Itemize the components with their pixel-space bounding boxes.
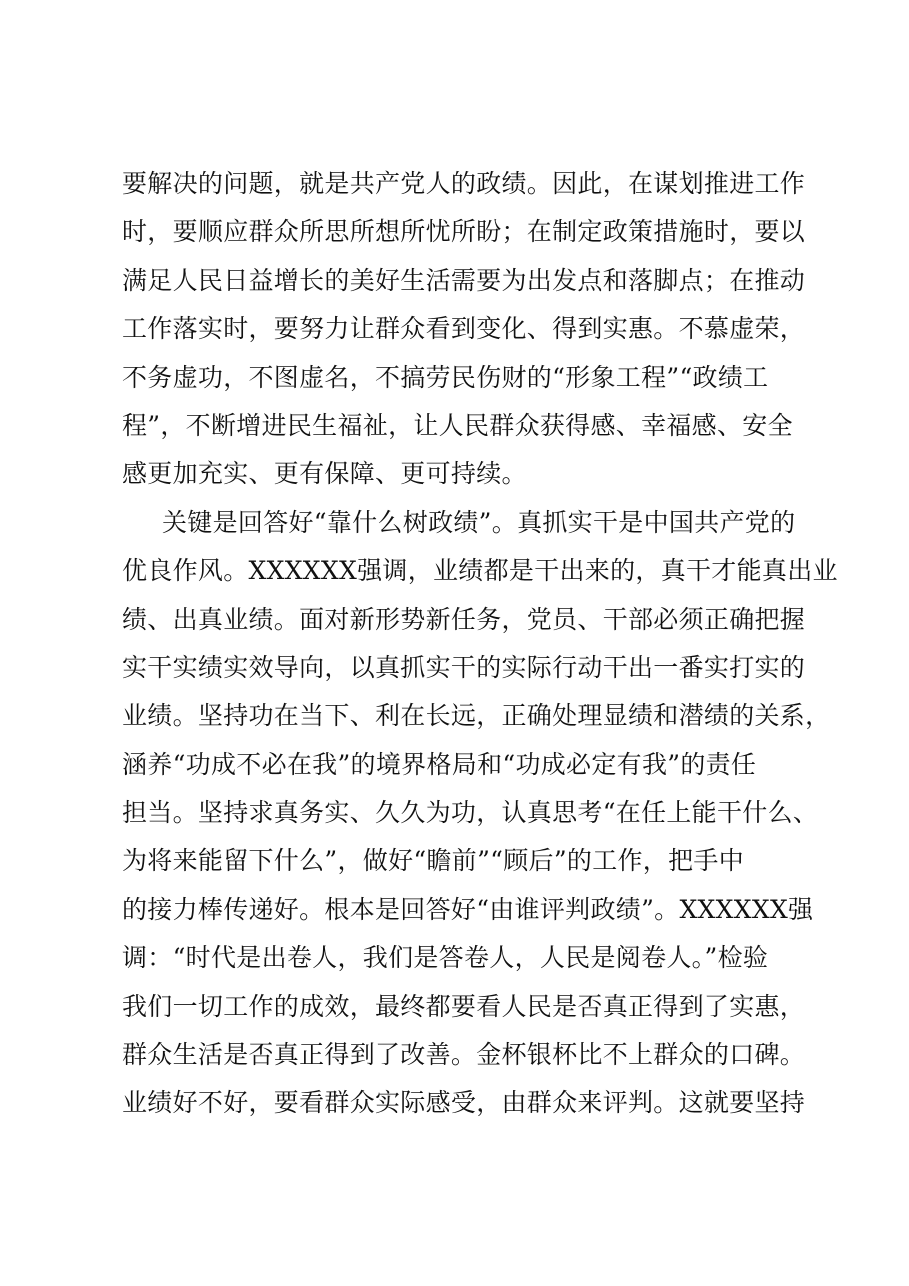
text-line: 业绩好不好，要看群众实际感受，由群众来评判。这就要坚持 [122, 1088, 806, 1118]
text-line: 调：“时代是出卷人，我们是答卷人，人民是阅卷人。”检验 [122, 943, 769, 973]
text-line: 感更加充实、更有保障、更可持续。 [122, 459, 527, 489]
text-line: 业绩。坚持功在当下、利在长远，正确处理显绩和潜绩的关系， [122, 701, 831, 731]
text-line: 实干实绩实效导向，以真抓实干的实际行动干出一番实打实的 [122, 652, 806, 682]
text-line: 优良作风。XXXXXX强调，业绩都是干出来的，真干才能真出业 [122, 556, 838, 586]
text-line: 时，要顺应群众所思所想所忧所盼；在制定政策措施时，要以 [122, 217, 806, 247]
text-line: 担当。坚持求真务实、久久为功，认真思考“在任上能干什么、 [122, 798, 819, 828]
paragraph-start-line: 关键是回答好“靠什么树政绩”。真抓实干是中国共产党的 [162, 507, 796, 537]
text-line: 涵养“功成不必在我”的境界格局和“功成必定有我”的责任 [122, 749, 757, 779]
text-line: 为将来能留下什么”，做好“瞻前”“顾后”的工作，把手中 [122, 846, 745, 876]
text-line: 不务虚功，不图虚名，不搞劳民伤财的“形象工程”“政绩工 [122, 362, 769, 392]
text-line: 群众生活是否真正得到了改善。金杯银杯比不上群众的口碑。 [122, 1040, 806, 1070]
text-line: 我们一切工作的成效，最终都要看人民是否真正得到了实惠， [122, 991, 806, 1021]
text-line: 工作落实时，要努力让群众看到变化、得到实惠。不慕虚荣， [122, 314, 806, 344]
text-line: 满足人民日益增长的美好生活需要为出发点和落脚点；在推动 [122, 265, 806, 295]
body-text [122, 160, 838, 1128]
text-line: 绩、出真业绩。面对新形势新任务，党员、干部必须正确把握 [122, 604, 806, 634]
text-line: 程”，不断增进民生福祉，让人民群众获得感、幸福感、安全 [122, 410, 793, 440]
text-line: 要解决的问题，就是共产党人的政绩。因此，在谋划推进工作 [122, 169, 806, 198]
text-line: 的接力棒传递好。根本是回答好“由谁评判政绩”。XXXXXX强 [122, 894, 814, 924]
